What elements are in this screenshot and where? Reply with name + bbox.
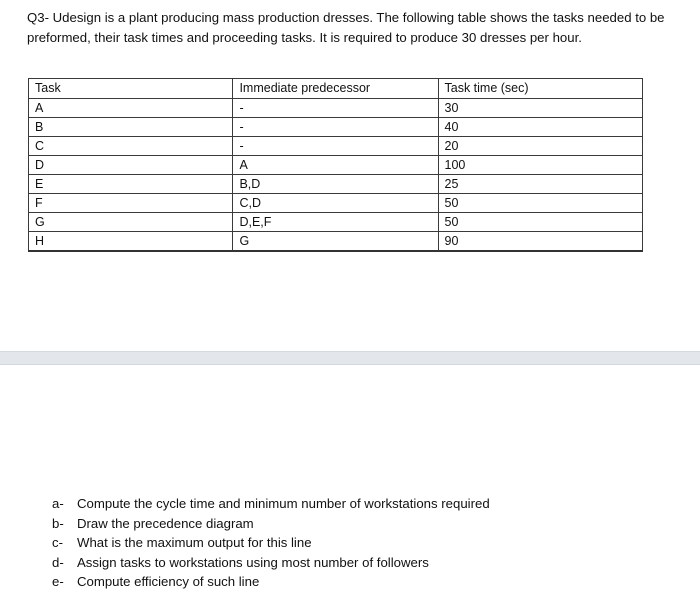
table-row [29, 194, 643, 213]
task-table [28, 78, 643, 252]
predecessor-cell: D,E,F [233, 213, 438, 232]
item-text: Draw the precedence diagram [77, 515, 254, 531]
predecessor-cell: A [233, 156, 438, 175]
table-row [29, 213, 643, 232]
predecessor-cell: G [233, 232, 438, 252]
table-row [29, 137, 643, 156]
table-row [29, 232, 643, 252]
item-text: What is the maximum output for this line [77, 535, 312, 551]
item-marker: a- [52, 496, 64, 511]
question-text: Q3- Udesign is a plant producing mass production dresses. The following table shows the tasks needed to be preformed, their task times and proceeding tasks. It is required to produce 30 dresses per hour. [27, 10, 665, 45]
task-time-cell: 25 [438, 175, 643, 194]
page-divider [0, 351, 700, 365]
item-marker: e- [52, 574, 64, 590]
task-time-cell: 100 [438, 156, 643, 175]
list-item [52, 572, 490, 592]
task-cell: G [29, 213, 233, 232]
predecessor-cell: - [233, 137, 438, 156]
list-item [52, 533, 490, 553]
list-item [52, 494, 490, 514]
predecessor-cell: - [233, 118, 438, 137]
table-row [29, 156, 643, 175]
task-cell: D [29, 156, 233, 175]
task-time-cell: 90 [438, 232, 643, 252]
question-parts-list [52, 494, 490, 592]
header-task-time: Task time (sec) [438, 79, 643, 99]
table-row [29, 99, 643, 118]
item-text: Assign tasks to workstations using most number of followers [77, 554, 429, 570]
item-marker: d- [52, 554, 64, 570]
item-text: Compute the cycle time and minimum number of workstations required [77, 496, 490, 511]
table-row [29, 175, 643, 194]
header-task: Task [29, 79, 233, 99]
task-time-cell: 20 [438, 137, 643, 156]
item-marker: b- [52, 515, 64, 531]
list-item [52, 514, 490, 534]
header-immediate-predecessor: Immediate predecessor [233, 79, 438, 99]
table-row [29, 118, 643, 137]
task-time-cell: 50 [438, 213, 643, 232]
item-marker: c- [52, 535, 63, 551]
task-cell: C [29, 137, 233, 156]
task-cell: A [29, 99, 233, 118]
task-cell: E [29, 175, 233, 194]
predecessor-cell: - [233, 99, 438, 118]
task-cell: B [29, 118, 233, 137]
table-header-row [29, 79, 643, 99]
predecessor-cell: B,D [233, 175, 438, 194]
task-cell: H [29, 232, 233, 252]
task-cell: F [29, 194, 233, 213]
task-time-cell: 30 [438, 99, 643, 118]
predecessor-cell: C,D [233, 194, 438, 213]
item-text: Compute efficiency of such line [77, 574, 260, 590]
task-time-cell: 40 [438, 118, 643, 137]
list-item [52, 553, 490, 573]
task-time-cell: 50 [438, 194, 643, 213]
